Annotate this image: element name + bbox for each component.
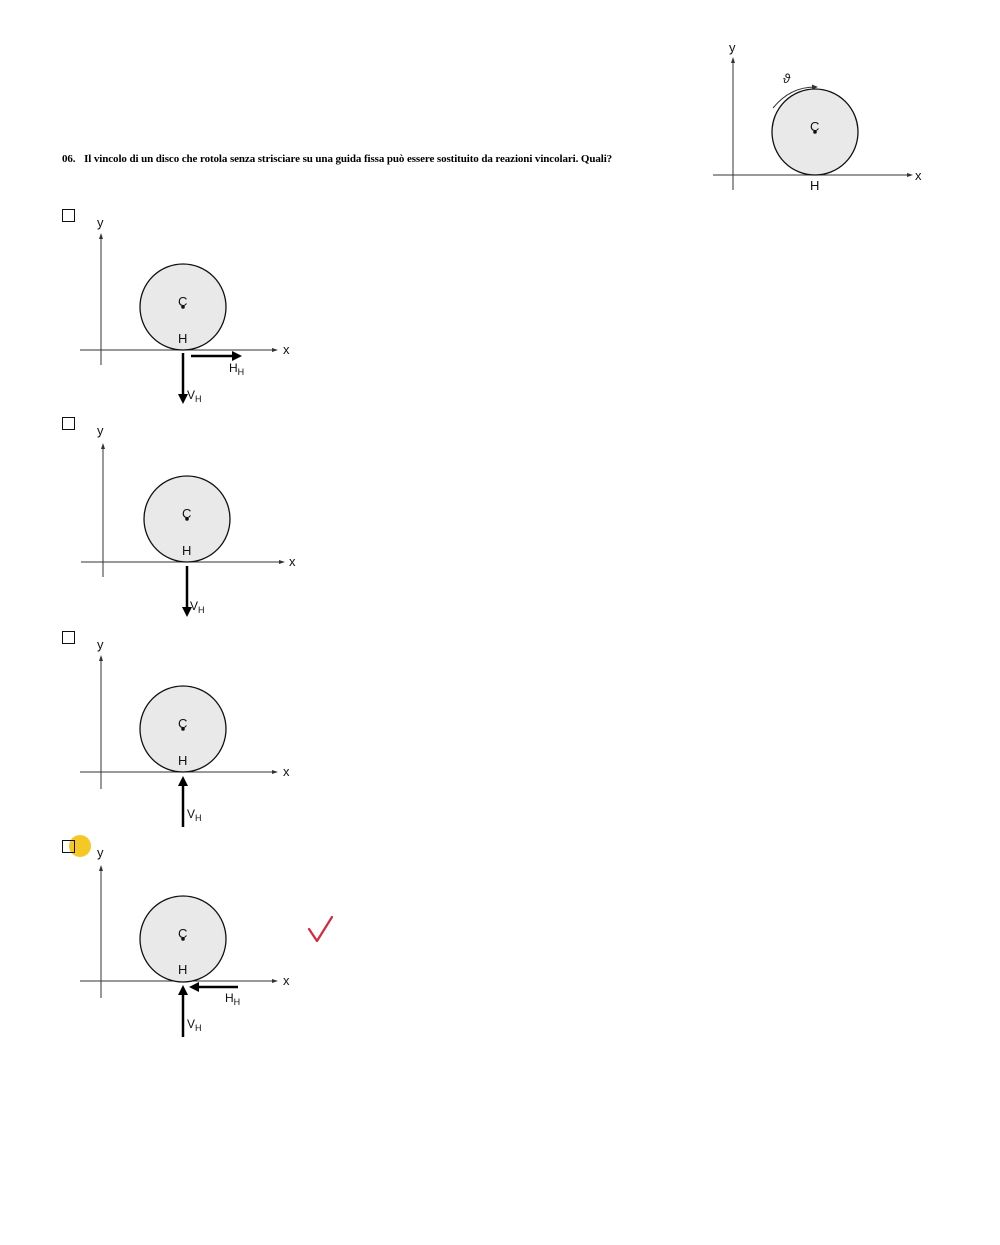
option-1-axis-x: x [283, 342, 290, 357]
option-4-axis-x: x [283, 973, 290, 988]
option-4-v-label: $V_H$ [187, 1017, 202, 1033]
header-center-label: Ç [810, 119, 820, 134]
question-number: 06. [62, 153, 76, 165]
option-3-axis-y: y [97, 637, 104, 652]
option-3-figure [75, 632, 310, 832]
option-3-contact-label: H [178, 753, 188, 768]
option-2-center-label: Ç [182, 506, 192, 521]
option-1-checkbox[interactable] [62, 209, 75, 222]
question-text [62, 153, 612, 165]
header-axis-x: x [915, 168, 922, 183]
option-3-v-label: $V_H$ [187, 807, 202, 823]
option-4-center-label: Ç [178, 926, 188, 941]
option-1-h-label: $H_H$ [229, 361, 245, 377]
option-3-center-label: Ç [178, 716, 188, 731]
option-2-figure [77, 420, 312, 620]
option-4-contact-label: H [178, 962, 188, 977]
option-4-figure [75, 842, 310, 1042]
option-4-axis-y: y [97, 845, 104, 860]
option-3-checkbox[interactable] [62, 631, 75, 644]
option-1-figure [75, 210, 310, 410]
option-2-axis-y: y [97, 423, 104, 438]
header-figure [705, 35, 935, 200]
correct-check-icon [306, 914, 336, 944]
option-2-axis-x: x [289, 554, 296, 569]
header-contact-label: H [810, 178, 820, 193]
option-1-center-label: Ç [178, 294, 188, 309]
option-1-v-label: $V_H$ [187, 388, 202, 404]
option-4-h-label: $H_H$ [225, 991, 241, 1007]
option-2-contact-label: H [182, 543, 192, 558]
option-2-v-label: $V_H$ [190, 599, 205, 615]
header-axis-y: y [729, 40, 736, 55]
header-angle-label: ϑ [783, 71, 791, 86]
option-3-axis-x: x [283, 764, 290, 779]
option-1-axis-y: y [97, 215, 104, 230]
option-1-contact-label: H [178, 331, 188, 346]
question-label: Il vincolo di un disco che rotola senza strisciare su una guida fissa può essere sostituito da reazioni vincolari. Quali? [84, 153, 613, 165]
option-2-checkbox[interactable] [62, 417, 75, 430]
option-4-checkbox[interactable] [62, 840, 75, 853]
